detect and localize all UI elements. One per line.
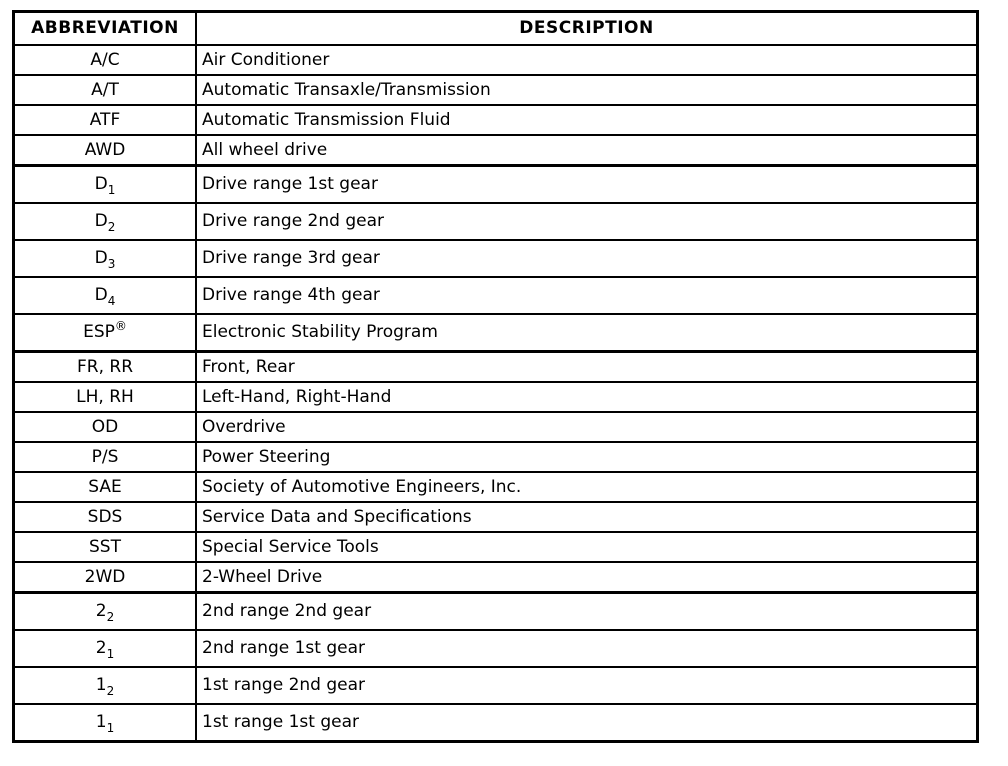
table-row [14,532,978,562]
abbreviation-cell [14,532,197,562]
table-row [14,352,978,383]
description-cell: Society of Automotive Engineers, Inc. [196,472,978,502]
abbreviation-cell [14,45,197,75]
abbreviation-cell [14,704,197,742]
table-row [14,166,978,204]
abbreviation-text: ESP [83,322,115,342]
table-row [14,203,978,240]
description-cell: Front, Rear [196,352,978,383]
abbreviation-subscript: 3 [107,257,116,271]
abbreviation-text: D [94,248,108,268]
abbreviation-subscript: 2 [106,610,115,624]
table-row [14,240,978,277]
description-cell: 1st range 2nd gear [196,667,978,704]
table-row [14,704,978,742]
description-cell: Air Conditioner [196,45,978,75]
abbreviation-cell [14,562,197,593]
abbreviation-text: A/T [91,79,119,100]
abbreviation-text: SAE [88,476,122,497]
abbreviation-cell [14,472,197,502]
description-cell: 2nd range 2nd gear [196,593,978,631]
description-cell: 2-Wheel Drive [196,562,978,593]
description-column-header: DESCRIPTION [196,12,978,46]
description-cell: Drive range 2nd gear [196,203,978,240]
abbreviation-subscript: 2 [107,220,116,234]
abbreviation-text: 2WD [84,566,126,587]
abbreviation-cell [14,412,197,442]
abbreviation-superscript: ® [114,319,127,333]
abbreviation-text: FR, RR [76,356,134,377]
description-cell: Electronic Stability Program [196,314,978,352]
abbreviation-subscript: 1 [107,183,116,197]
description-cell: Drive range 3rd gear [196,240,978,277]
table-header-row [14,12,978,46]
abbreviation-text: A/C [90,49,120,70]
description-cell: Overdrive [196,412,978,442]
abbreviation-text: 2 [95,601,107,621]
abbreviation-text: LH, RH [76,386,134,407]
table-row [14,667,978,704]
table-row [14,472,978,502]
abbreviation-text: SST [89,536,121,557]
abbreviation-text: D [94,285,108,305]
description-cell: Special Service Tools [196,532,978,562]
abbreviation-text: ATF [89,109,121,130]
abbreviation-text: SDS [87,506,123,527]
description-cell: Power Steering [196,442,978,472]
table-row [14,135,978,166]
abbreviation-text: 1 [95,675,107,695]
table-row [14,593,978,631]
abbreviation-cell [14,382,197,412]
description-cell: All wheel drive [196,135,978,166]
description-cell: Left-Hand, Right-Hand [196,382,978,412]
abbreviation-text: D [94,174,108,194]
table-row [14,75,978,105]
table-body [14,45,978,742]
abbreviation-text: AWD [84,139,126,160]
description-cell: Drive range 1st gear [196,166,978,204]
abbreviation-cell [14,135,197,166]
abbreviation-cell [14,75,197,105]
table-row [14,314,978,352]
description-cell: 1st range 1st gear [196,704,978,742]
abbreviation-cell [14,105,197,135]
table-row [14,502,978,532]
abbreviation-cell [14,593,197,631]
abbreviation-subscript: 4 [107,294,116,308]
table-row [14,630,978,667]
abbreviation-text: 2 [95,638,107,658]
abbreviation-table [12,10,979,743]
abbreviation-subscript: 1 [106,721,115,735]
table-row [14,45,978,75]
abbreviation-column-header: ABBREVIATION [14,12,197,46]
abbreviation-subscript: 2 [106,684,115,698]
abbreviation-cell [14,203,197,240]
abbreviation-text: 1 [95,712,107,732]
abbreviation-cell [14,277,197,314]
abbreviation-text: P/S [91,446,119,467]
description-cell: Service Data and Specifications [196,502,978,532]
abbreviation-cell [14,630,197,667]
abbreviation-cell [14,442,197,472]
abbreviation-cell [14,667,197,704]
description-cell: Drive range 4th gear [196,277,978,314]
table-row [14,105,978,135]
abbreviation-cell [14,166,197,204]
abbreviation-subscript: 1 [106,647,115,661]
table-row [14,382,978,412]
abbreviation-text: D [94,211,108,231]
abbreviation-cell [14,314,197,352]
table-row [14,277,978,314]
abbreviation-text: OD [91,416,119,437]
abbreviation-cell [14,240,197,277]
description-cell: Automatic Transaxle/Transmission [196,75,978,105]
description-cell: Automatic Transmission Fluid [196,105,978,135]
abbreviation-cell [14,352,197,383]
description-cell: 2nd range 1st gear [196,630,978,667]
table-row [14,562,978,593]
table-row [14,412,978,442]
abbreviation-cell [14,502,197,532]
table-row [14,442,978,472]
